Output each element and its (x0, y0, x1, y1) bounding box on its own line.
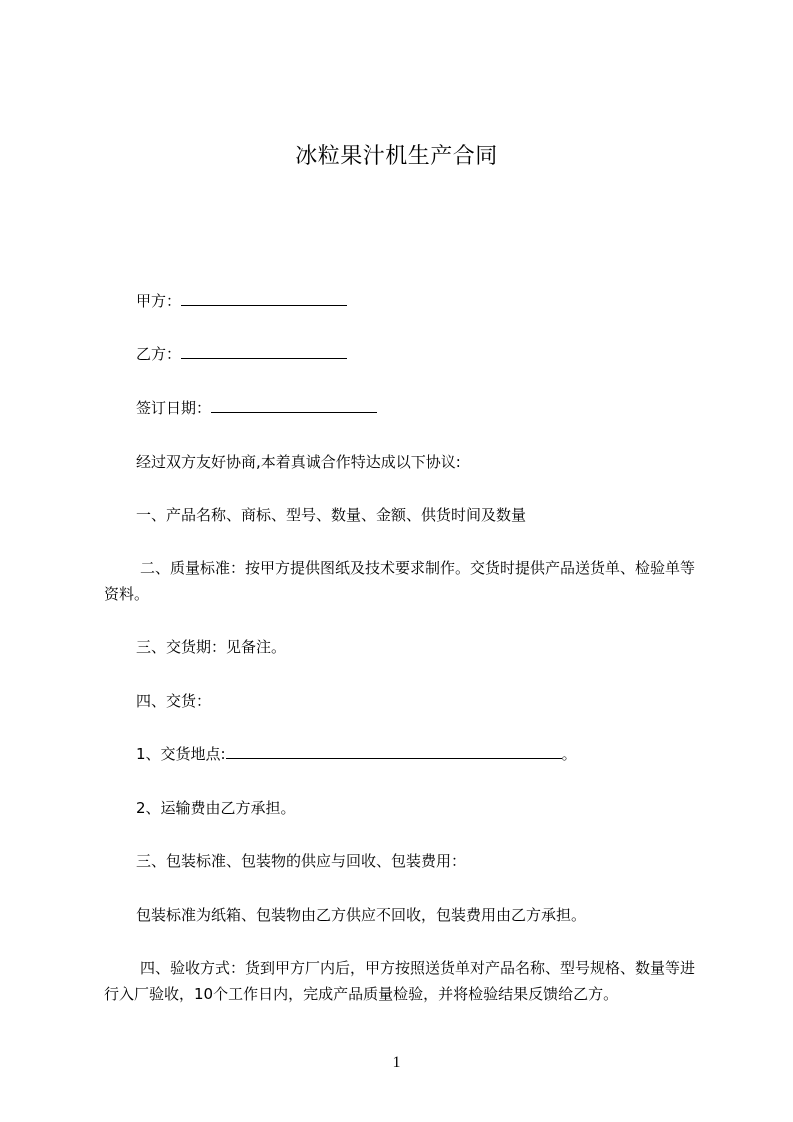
section-1-heading: 一、产品名称、商标、型号、数量、金额、供货时间及数量 (136, 506, 527, 524)
party-a-line (136, 290, 347, 312)
page-number: 1 (392, 1054, 401, 1071)
sign-date-label: 签订日期： (136, 399, 212, 417)
packaging-text: 包装标准为纸箱、包装物由乙方供应不回收，包装费用由乙方承担。 (136, 906, 587, 924)
intro-text: 经过双方友好协商,本着真诚合作特达成以下协议: (136, 453, 461, 471)
transport-text: 2、运输费由乙方承担。 (136, 799, 296, 817)
section-3-heading: 三、交货期：见备注。 (136, 638, 287, 656)
sign-date-line (136, 397, 377, 419)
party-a-blank (181, 290, 347, 306)
party-b-blank (181, 343, 347, 359)
delivery-place-label: 1、交货地点: (136, 745, 226, 763)
section-2-paragraph: 二、质量标准：按甲方提供图纸及技术要求制作。交货时提供产品送货单、检验单等资料。 (104, 559, 696, 603)
party-a-label: 甲方： (136, 292, 182, 310)
party-b-label: 乙方： (136, 345, 182, 363)
acceptance-paragraph: 四、验收方式：货到甲方厂内后，甲方按照送货单对产品名称、型号规格、数量等进行入厂验收，10个工作日内，完成产品质量检验，并将检验结果反馈给乙方。 (104, 959, 696, 1003)
delivery-place-line (136, 743, 577, 765)
party-b-line (136, 343, 347, 365)
sign-date-blank (211, 397, 377, 413)
delivery-place-end: 。 (561, 745, 577, 763)
document-title: 冰粒果汁机生产合同 (295, 144, 498, 169)
packaging-heading: 三、包装标准、包装物的供应与回收、包装费用： (136, 852, 467, 870)
delivery-place-blank (226, 743, 562, 759)
section-4-heading: 四、交货： (136, 692, 212, 710)
